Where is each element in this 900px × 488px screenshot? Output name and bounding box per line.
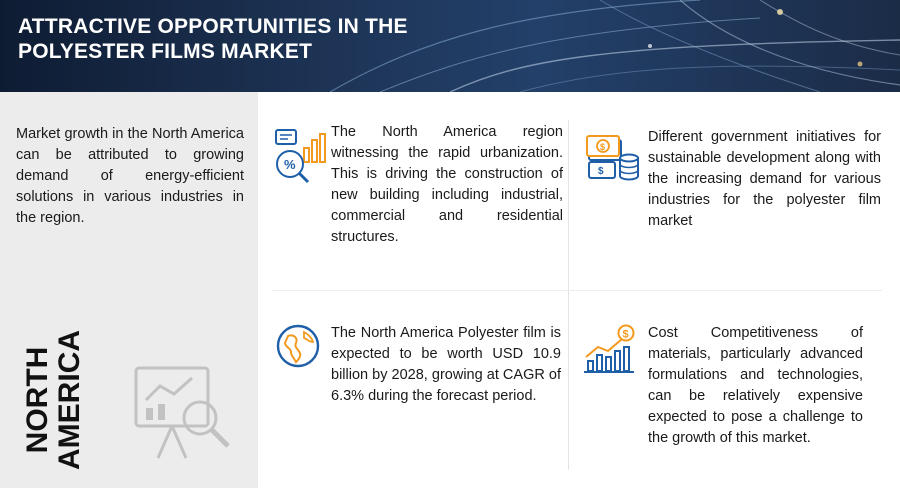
header-banner: [0, 0, 900, 92]
market-value-text: The North America Polyester film is expected to be worth USD 10.9 billion by 2028, growing at CAGR of 6.3% during the forecast period.: [331, 325, 561, 404]
globe-icon: [274, 322, 322, 370]
column-divider: [568, 120, 569, 470]
row-divider: [272, 290, 882, 291]
region-label: NORTH AMERICA: [21, 330, 86, 470]
analytics-board-icon: [130, 360, 240, 465]
region-summary-text: Market growth in the North America can be attributed to growing demand of energy-efficient solutions in various industries in the region.: [16, 126, 244, 226]
cost-challenge-text: Cost Competitiveness of materials, particularly advanced formulations and technologies, can be relatively expensive expected to pose a challenge to the growth of this market.: [648, 325, 863, 446]
svg-text:$: $: [598, 166, 604, 177]
svg-text:$: $: [622, 328, 629, 341]
government-initiatives-text: Different government initiatives for sustainable development along with the increasing demand for various industries for the polyester film market: [648, 129, 881, 229]
svg-text:$: $: [600, 142, 606, 152]
page-title: ATTRACTIVE OPPORTUNITIES IN THE POLYESTER FILMS MARKET: [18, 15, 408, 63]
urbanization-text: The North America region witnessing the rapid urbanization. This is driving the construction of new building including industrial, commercial and residential structures.: [331, 124, 563, 245]
svg-text:%: %: [284, 157, 296, 172]
money-stack-icon: [585, 132, 643, 186]
growth-chart-icon: [582, 323, 640, 375]
market-analysis-icon: [272, 126, 332, 184]
